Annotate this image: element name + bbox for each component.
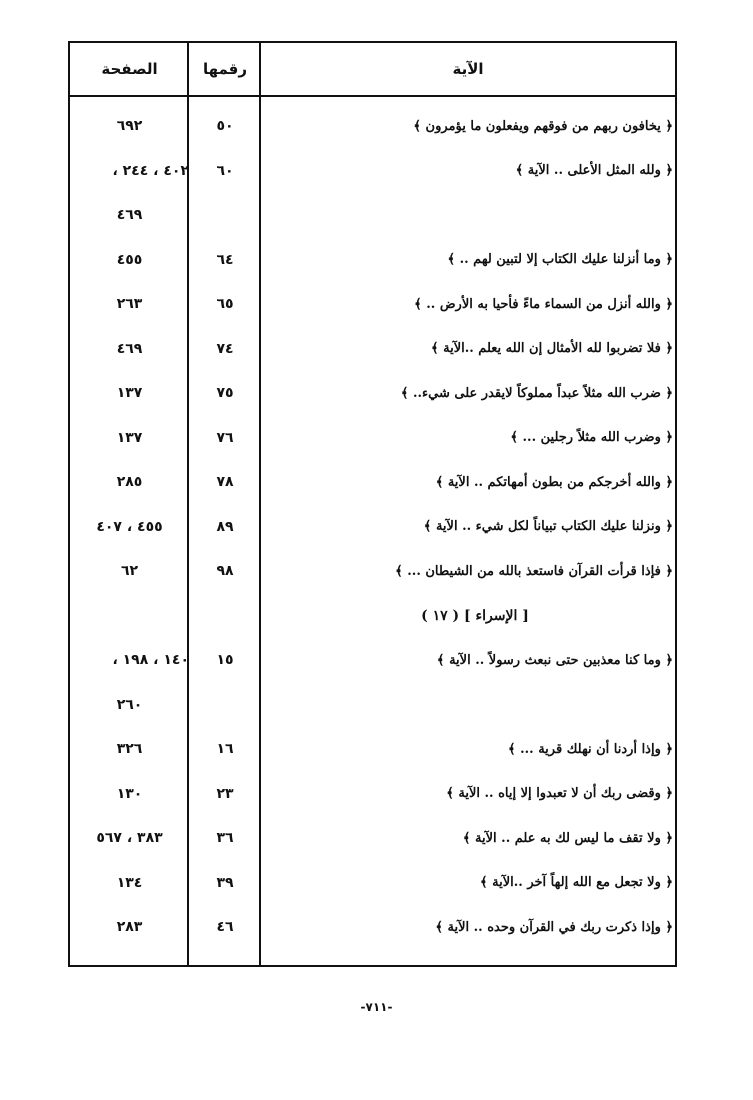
verse-text	[273, 683, 675, 727]
table-row	[70, 816, 675, 860]
table-row	[70, 238, 675, 282]
verse-text: ﴿ ضرب الله مثلاً عبداً مملوكاً لايقدر على شيء.. ﴾	[400, 385, 673, 401]
header-divider	[70, 95, 675, 97]
table-row	[70, 861, 675, 905]
verse-text: ﴿ والله أنزل من السماء ماءً فأحيا به الأرض .. ﴾	[414, 296, 673, 312]
page-reference: ١٣٤	[116, 874, 143, 891]
page-reference: ٣٨٣ ، ٥٦٧	[96, 830, 163, 846]
table-row	[70, 549, 675, 593]
page-reference: ٣٢٦	[116, 741, 143, 757]
verse-number: ٧٨	[216, 474, 234, 490]
verse-text: ﴿ وقضى ربك أن لا تعبدوا إلا إياه .. الآية ﴾	[446, 786, 673, 801]
verse-number: ٨٩	[216, 518, 234, 535]
verse-number: ١٥	[216, 652, 234, 668]
header-page: الصفحة	[101, 60, 158, 78]
verse-number: ٧٥	[216, 385, 234, 401]
table-row	[70, 416, 675, 460]
verse-number	[189, 594, 261, 638]
page-reference: ٤٠٢ ، ٢٤٤ ،	[112, 162, 189, 179]
surah-heading-row	[70, 594, 675, 638]
verse-text: ﴿ يخافون ربهم من فوقهم ويفعلون ما يؤمرون ﴾	[413, 118, 673, 134]
page-reference: ١٣٠	[116, 785, 143, 802]
page-reference: ٤٦٩	[116, 207, 143, 223]
verse-text	[273, 193, 675, 237]
verse-number: ٩٨	[216, 563, 234, 579]
header-verse: الآية	[452, 60, 484, 78]
verse-text: ﴿ وضرب الله مثلاً رجلين ... ﴾	[510, 430, 673, 445]
verse-number: ٣٦	[216, 830, 234, 846]
page-reference	[70, 594, 189, 638]
verse-text: ﴿ ونزلنا عليك الكتاب تبياناً لكل شيء .. الآية ﴾	[423, 519, 673, 534]
verse-number: ٣٩	[216, 874, 234, 891]
table-row	[70, 149, 675, 193]
verse-number	[189, 683, 261, 727]
verse-number: ٤٦	[216, 919, 234, 935]
table-row	[70, 460, 675, 504]
page-reference: ١٣٧	[116, 429, 143, 446]
table-row	[70, 683, 675, 727]
index-table	[68, 41, 677, 967]
page-reference: ٢٨٥	[116, 474, 143, 490]
table-row	[70, 638, 675, 682]
table-row	[70, 505, 675, 549]
page-reference: ١٣٧	[116, 385, 143, 401]
verse-text: ﴿ وما أنزلنا عليك الكتاب إلا لتبين لهم .. ﴾	[447, 252, 673, 267]
page-reference: ٢٦٠	[116, 696, 143, 713]
table-row	[70, 772, 675, 816]
table-row	[70, 371, 675, 415]
table-row	[70, 104, 675, 148]
table-row	[70, 327, 675, 371]
verse-number: ٦٥	[216, 296, 234, 312]
table-row	[70, 905, 675, 949]
page-reference: ٤٥٥ ، ٤٠٧	[96, 518, 163, 535]
verse-text: ﴿ وما كنا معذبين حتى نبعث رسولاً .. الآية ﴾	[436, 652, 673, 668]
verse-number: ٢٣	[216, 785, 234, 802]
page-reference: ٢٨٣	[116, 919, 143, 935]
verse-text: ﴿ ولله المثل الأعلى .. الآية ﴾	[515, 163, 673, 178]
page-reference: ٤٦٩	[116, 340, 143, 357]
page-reference: ٦٩٢	[116, 118, 143, 134]
verse-number: ٧٦	[216, 429, 234, 446]
verse-number: ٦٤	[216, 251, 234, 268]
page-reference: ٤٥٥	[116, 251, 143, 268]
verse-text: ﴿ وإذا أردنا أن نهلك قرية ... ﴾	[507, 741, 673, 757]
header-number: رقمها	[202, 60, 248, 78]
verse-text: ﴿ وإذا ذكرت ربك في القرآن وحده .. الآية ﴾	[435, 919, 673, 935]
verse-number: ٧٤	[216, 340, 234, 357]
verse-number	[189, 193, 261, 237]
page-reference: ٢٦٣	[116, 296, 143, 312]
table-row	[70, 282, 675, 326]
verse-text: ﴿ ولا تقف ما ليس لك به علم .. الآية ﴾	[462, 830, 673, 846]
page-number: -٧١١-	[360, 1000, 393, 1014]
verse-text: ﴿ ولا تجعل مع الله إلهاً آخر ..الآية ﴾	[479, 875, 673, 890]
verse-number: ٦٠	[216, 162, 234, 179]
page-reference: ٦٢	[120, 563, 139, 579]
table-row	[70, 727, 675, 771]
verse-text: ﴿ فإذا قرأت القرآن فاستعذ بالله من الشيطان ... ﴾	[395, 563, 673, 579]
verse-text: ﴿ فلا تضربوا لله الأمثال إن الله يعلم ..الآية ﴾	[430, 341, 673, 356]
surah-heading: [ الإسراء ] ( ١٧ )	[421, 607, 529, 624]
table-row	[70, 193, 675, 237]
verse-text: ﴿ والله أخرجكم من بطون أمهاتكم .. الآية ﴾	[435, 474, 673, 490]
page-reference: ١٤٠ ، ١٩٨ ،	[112, 652, 189, 668]
verse-number: ١٦	[216, 741, 234, 757]
verse-number: ٥٠	[216, 118, 234, 134]
